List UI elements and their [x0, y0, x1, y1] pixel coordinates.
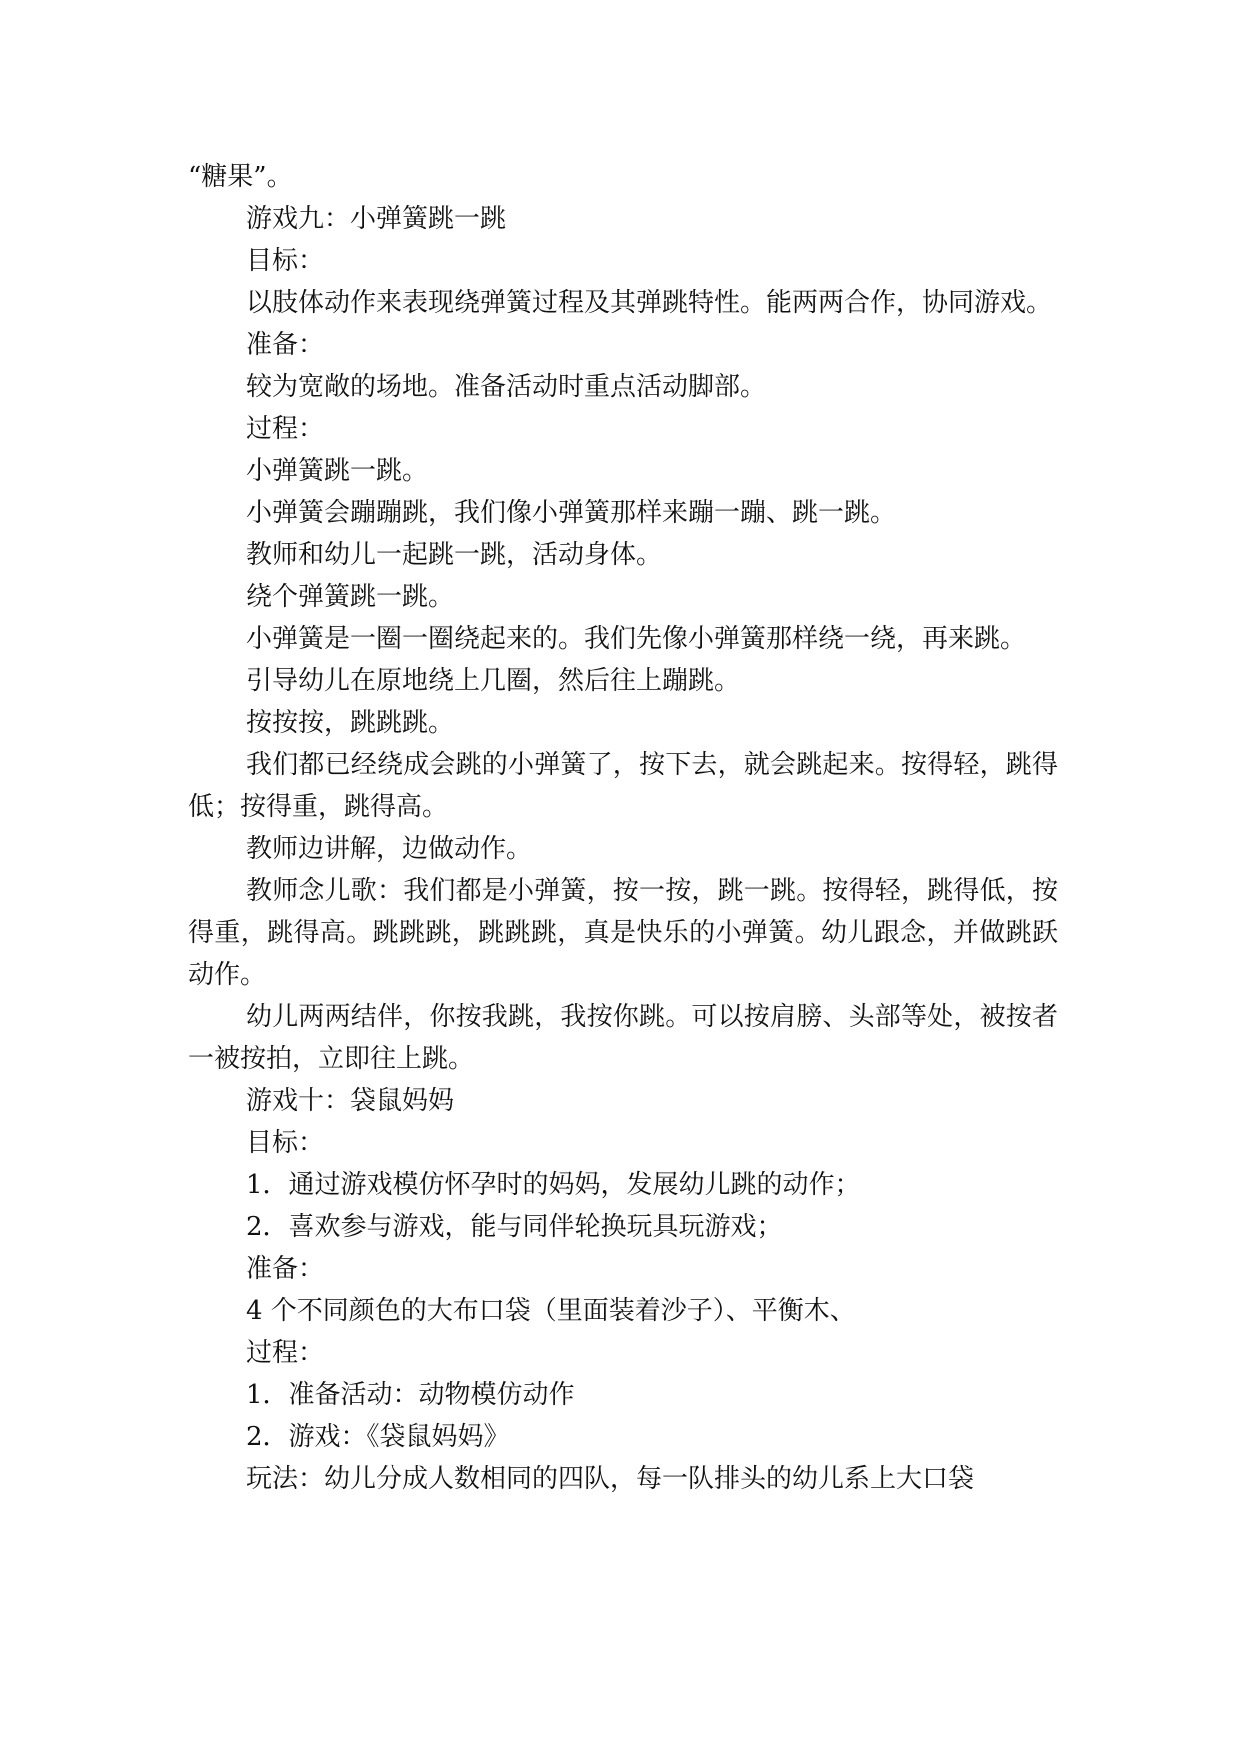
paragraph: 引导幼儿在原地绕上几圈，然后往上蹦跳。	[246, 666, 741, 696]
paragraph: 绕个弹簧跳一跳。	[246, 582, 455, 612]
paragraph: 4 个不同颜色的大布口袋（里面装着沙子）、平衡木、	[246, 1296, 856, 1326]
paragraph: 游戏十：袋鼠妈妈	[246, 1086, 455, 1116]
paragraph: 过程：	[246, 1338, 325, 1368]
paragraph: 1．准备活动：动物模仿动作	[246, 1380, 575, 1410]
paragraph: 以肢体动作来表现绕弹簧过程及其弹跳特性。能两两合作，协同游戏。	[246, 288, 1053, 318]
paragraph: 教师念儿歌：我们都是小弹簧，按一按，跳一跳。按得轻，跳得低，按得重，跳得高。跳跳跳，跳跳跳，真是快乐的小弹簧。幼儿跟念，并做跳跃动作。	[188, 876, 1058, 990]
paragraph: 幼儿两两结伴，你按我跳，我按你跳。可以按肩膀、头部等处，被按者一被按拍，立即往上跳。	[188, 1002, 1058, 1074]
paragraph: 2．喜欢参与游戏，能与同伴轮换玩具玩游戏；	[246, 1212, 783, 1242]
paragraph: 较为宽敞的场地。准备活动时重点活动脚部。	[246, 372, 767, 402]
paragraph: 准备：	[246, 330, 325, 360]
paragraph: 教师边讲解，边做动作。	[246, 834, 533, 864]
paragraph: 过程：	[246, 414, 325, 444]
paragraph: 小弹簧跳一跳。	[246, 456, 429, 486]
paragraph: 教师和幼儿一起跳一跳，活动身体。	[246, 540, 663, 570]
paragraph: 我们都已经绕成会跳的小弹簧了，按下去，就会跳起来。按得轻，跳得低；按得重，跳得高。	[188, 750, 1058, 822]
paragraph: 小弹簧是一圈一圈绕起来的。我们先像小弹簧那样绕一绕，再来跳。	[246, 624, 1027, 654]
paragraph: 目标：	[246, 1128, 325, 1158]
paragraph: 2．游戏：《袋鼠妈妈》	[246, 1422, 510, 1452]
document-body	[188, 156, 1058, 1500]
paragraph: “糖果”。	[188, 162, 293, 192]
paragraph: 1．通过游戏模仿怀孕时的妈妈，发展幼儿跳的动作；	[246, 1170, 861, 1200]
paragraph: 游戏九：小弹簧跳一跳	[246, 204, 507, 234]
paragraph: 目标：	[246, 246, 325, 276]
paragraph: 小弹簧会蹦蹦跳，我们像小弹簧那样来蹦一蹦、跳一跳。	[246, 498, 897, 528]
paragraph: 玩法：幼儿分成人数相同的四队，每一队排头的幼儿系上大口袋	[246, 1464, 975, 1494]
paragraph: 按按按，跳跳跳。	[246, 708, 455, 738]
paragraph: 准备：	[246, 1254, 325, 1284]
